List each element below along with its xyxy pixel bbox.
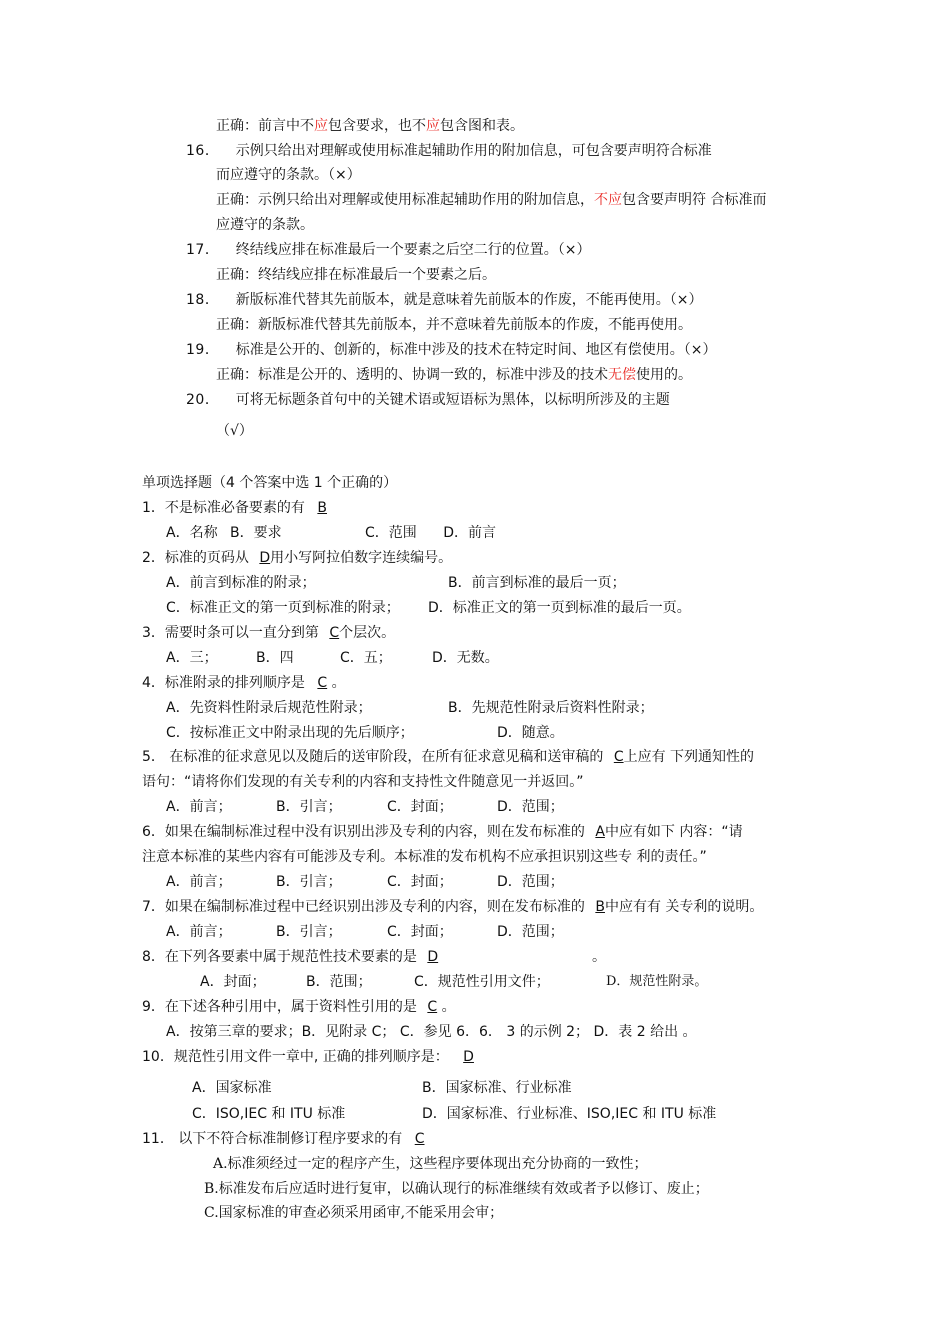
mc-option: D．范围； xyxy=(497,924,564,940)
mc-option: B.标准发布后应适时进行复审，以确认现行的标准继续有效或者予以修订、废止； xyxy=(204,1181,709,1197)
mc-question-1: 1．不是标准必备要素的有 B xyxy=(142,500,327,516)
mc-question-6-cont: 注意本标准的某些内容有可能涉及专利。本标准的发布机构不应承担识别这些专 利的责任。” xyxy=(142,849,707,865)
mc-option: A．前言； xyxy=(166,799,232,815)
mc-option: A.标准须经过一定的程序产生，这些程序要体现出充分协商的一致性； xyxy=(213,1156,648,1172)
mc-option: C．标准正文的第一页到标准的附录； xyxy=(166,600,400,616)
mc-question-2: 2．标准的页码从 D用小写阿拉伯数字连续编号。 xyxy=(142,550,453,566)
highlight-word: 不应 xyxy=(594,192,622,208)
mc-option: C．按标准正文中附录出现的先后顺序； xyxy=(166,725,414,741)
mc-option: A．先资料性附录后规范性附录； xyxy=(166,700,372,716)
mc-option: A．国家标准 xyxy=(192,1080,272,1096)
mc-options-9: A．按第三章的要求；B．见附录 C； C．参见 6．6． 3 的示例 2； D．表 2 给出 。 xyxy=(166,1024,697,1040)
mc-option: B．前言到标准的最后一页； xyxy=(448,575,626,591)
mc-option: C．五； xyxy=(340,650,392,666)
mc-option: A．前言到标准的附录； xyxy=(166,575,316,591)
mc-option: C.国家标准的审查必须采用函审,不能采用会审； xyxy=(204,1205,504,1221)
mc-question-4: 4．标准附录的排列顺序是 C 。 xyxy=(142,675,346,691)
mc-question-8-end: 。 xyxy=(592,949,606,965)
question-17: 17． 终结线应排在标准最后一个要素之后空二行的位置。（×） xyxy=(186,242,591,258)
answer: B xyxy=(595,899,605,915)
mc-question-11: 11． 以下不符合标准制修订程序要求的有 C xyxy=(142,1131,425,1147)
correction-19: 正确：标准是公开的、透明的、协调一致的，标准中涉及的技术无偿使用的。 xyxy=(216,367,692,383)
mc-option: C．规范性引用文件； xyxy=(414,974,550,990)
highlight-word: 应 xyxy=(426,118,440,134)
answer: D xyxy=(463,1049,474,1065)
mc-option: A．封面； xyxy=(200,974,266,990)
answer: D xyxy=(259,550,271,566)
mc-question-7: 7．如果在编制标准过程中已经识别出涉及专利的内容，则在发布标准的 B中应有有 关专利的说明。 xyxy=(142,899,764,915)
answer: B xyxy=(317,500,327,516)
mc-question-5-cont: 语句：“请将你们发现的有关专利的内容和支持性文件随意见一并返回。” xyxy=(142,774,584,790)
highlight-word: 应 xyxy=(314,118,328,134)
mc-question-5: 5． 在标准的征求意见以及随后的送审阶段，在所有征求意见稿和送审稿的 C上应有 下列通知性的 xyxy=(142,749,755,765)
mc-option: B．范围； xyxy=(306,974,372,990)
section-heading: 单项选择题（4 个答案中选 1 个正确的） xyxy=(142,475,398,491)
mc-question-6: 6．如果在编制标准过程中没有识别出涉及专利的内容，则在发布标准的 A中应有如下 内容：“请 xyxy=(142,824,743,840)
mc-question-3: 3．需要时条可以一直分到第 C个层次。 xyxy=(142,625,396,641)
correction-18: 正确：新版标准代替其先前版本，并不意味着先前版本的作废，不能再使用。 xyxy=(216,317,692,333)
answer: C xyxy=(427,999,438,1015)
mc-option: C．封面； xyxy=(387,799,453,815)
mc-option: B．四 xyxy=(256,650,294,666)
mc-option: D．标准正文的第一页到标准的最后一页。 xyxy=(428,600,691,616)
mc-option: B．先规范性附录后资料性附录； xyxy=(448,700,654,716)
highlight-word: 无偿 xyxy=(608,367,636,383)
mc-option: D．规范性附录。 xyxy=(606,974,708,989)
mc-option: C．ISO,IEC 和 ITU 标准 xyxy=(192,1106,346,1122)
mc-option: B．引言； xyxy=(276,874,342,890)
question-16: 16． 示例只给出对理解或使用标准起辅助作用的附加信息，可包含要声明符合标准 xyxy=(186,143,712,159)
mc-question-10: 10．规范性引用文件一章中, 正确的排列顺序是： D xyxy=(142,1049,474,1065)
mc-option: D．国家标准、行业标准、ISO,IEC 和 ITU 标准 xyxy=(422,1106,717,1122)
mc-option: B．引言； xyxy=(276,799,342,815)
answer: A xyxy=(595,824,605,840)
answer: C xyxy=(329,625,340,641)
question-18: 18． 新版标准代替其先前版本，就是意味着先前版本的作废，不能再使用。（×） xyxy=(186,292,703,308)
correction-16: 正确：示例只给出对理解或使用标准起辅助作用的附加信息，不应包含要声明符 合标准而 xyxy=(216,192,767,208)
mc-option: D．范围； xyxy=(497,799,564,815)
correction-15: 正确：前言中不应包含要求，也不应包含图和表。 xyxy=(216,118,524,134)
correction-16-cont: 应遵守的条款。 xyxy=(216,217,314,233)
answer: C xyxy=(317,675,328,691)
mc-option: C．封面； xyxy=(387,874,453,890)
mc-option: B．引言； xyxy=(276,924,342,940)
correction-17: 正确：终结线应排在标准最后一个要素之后。 xyxy=(216,267,496,283)
mc-option: D．范围； xyxy=(497,874,564,890)
mc-option: B．国家标准、行业标准 xyxy=(422,1080,572,1096)
mc-option: A．三； xyxy=(166,650,218,666)
mc-options-1-cd: C．范围 D．前言 xyxy=(365,525,497,541)
question-20: 20． 可将无标题条首句中的关键术语或短语标为黑体，以标明所涉及的主题 xyxy=(186,392,670,408)
answer: D xyxy=(427,949,439,965)
mc-option: C．封面； xyxy=(387,924,453,940)
question-16-cont: 而应遵守的条款。（×） xyxy=(216,167,361,183)
mc-option: A．前言； xyxy=(166,924,232,940)
mc-option: A．前言； xyxy=(166,874,232,890)
mc-option: D．无数。 xyxy=(432,650,499,666)
answer-mark-20: （√） xyxy=(216,423,253,439)
mc-options-1: A．名称 B．要求 xyxy=(166,525,282,541)
answer: C xyxy=(414,1131,425,1147)
question-19: 19． 标准是公开的、创新的，标准中涉及的技术在特定时间、地区有偿使用。（×） xyxy=(186,342,717,358)
mc-option: D．随意。 xyxy=(497,725,564,741)
mc-question-9: 9．在下述各种引用中，属于资料性引用的是 C 。 xyxy=(142,999,456,1015)
answer: C xyxy=(613,749,624,765)
mc-question-8: 8．在下列各要素中属于规范性技术要素的是 D xyxy=(142,949,439,965)
